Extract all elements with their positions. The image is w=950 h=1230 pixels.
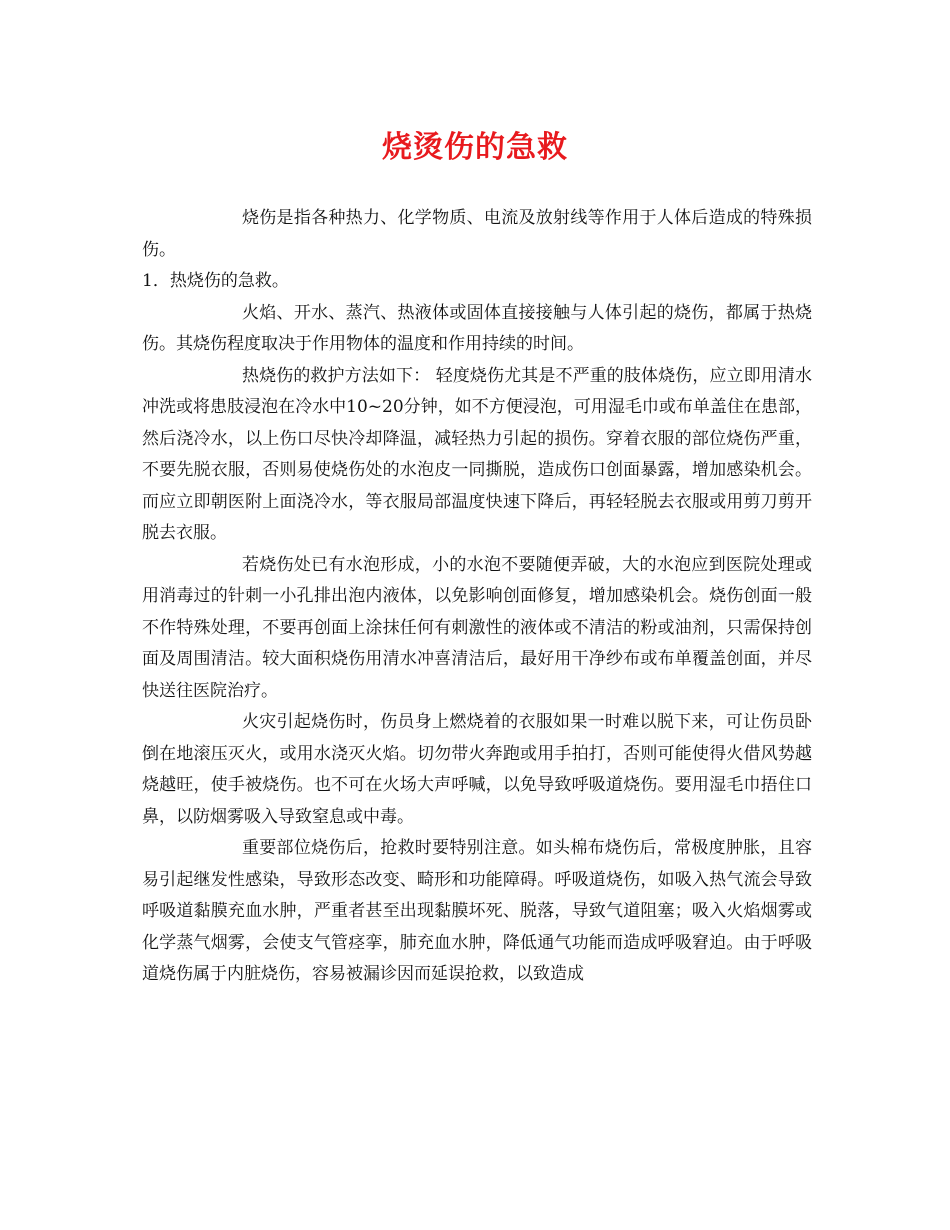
- section-heading-thermal-burn: 1．热烧伤的急救。: [142, 271, 289, 291]
- paragraph-rescue-method: 热烧伤的救护方法如下： 轻度烧伤尤其是不严重的肢体烧伤，应立即用清水冲洗或将患肢浸泡在冷水中10~20分钟，如不方便浸泡，可用湿毛巾或布单盖住在患部，然后浇冷水，以上伤口尽快冷却降温，减轻热力引起的损伤。穿着衣服的部位烧伤严重，不要先脱衣服，否则易使烧伤处的水泡皮一同撕脱，造成伤口创面暴露，增加感染机会。而应立即朝医附上面浇冷水，等衣服局部温度快速下降后，再轻轻脱去衣服或用剪刀剪开脱去衣服。: [142, 365, 812, 543]
- paragraph-definition: 烧伤是指各种热力、化学物质、电流及放射线等作用于人体后造成的特殊损伤。: [142, 208, 812, 260]
- paragraph-fire-burn: 火灾引起烧伤时，伤员身上燃烧着的衣服如果一时难以脱下来，可让伤员卧倒在地滚压灭火，或用水浇灭火焰。切勿带火奔跑或用手拍打，否则可能使得火借风势越烧越旺，使手被烧伤。也不可在火场大声呼喊，以免导致呼吸道烧伤。要用湿毛巾捂住口鼻，以防烟雾吸入导致窒息或中毒。: [142, 712, 812, 827]
- document-body: [142, 203, 812, 991]
- paragraph-thermal-burn-definition: 火焰、开水、蒸汽、热液体或固体直接接触与人体引起的烧伤，都属于热烧伤。其烧伤程度取决于作用物体的温度和作用持续的时间。: [142, 302, 812, 354]
- paragraph-blister-care: 若烧伤处已有水泡形成，小的水泡不要随便弄破，大的水泡应到医院处理或用消毒过的针刺一小孔排出泡内液体，以免影响创面修复，增加感染机会。烧伤创面一般不作特殊处理，不要再创面上涂抹任何有刺激性的液体或不清洁的粉或油剂，只需保持创面及周围清洁。较大面积烧伤用清水冲喜清洁后，最好用干净纱布或布单覆盖创面，并尽快送往医院治疗。: [142, 554, 812, 701]
- page-title: 烧烫伤的急救: [382, 130, 568, 165]
- paragraph-critical-areas: 重要部位烧伤后，抢救时要特别注意。如头棉布烧伤后，常极度肿胀，且容易引起继发性感染，导致形态改变、畸形和功能障碍。呼吸道烧伤，如吸入热气流会导致呼吸道黏膜充血水肿，严重者甚至出现黏膜坏死、脱落，导致气道阻塞；吸入火焰烟雾或化学蒸气烟雾，会使支气管痉挛，肺充血水肿，降低通气功能而造成呼吸窘迫。由于呼吸道烧伤属于内脏烧伤，容易被漏诊因而延误抢救，以致造成: [142, 838, 812, 984]
